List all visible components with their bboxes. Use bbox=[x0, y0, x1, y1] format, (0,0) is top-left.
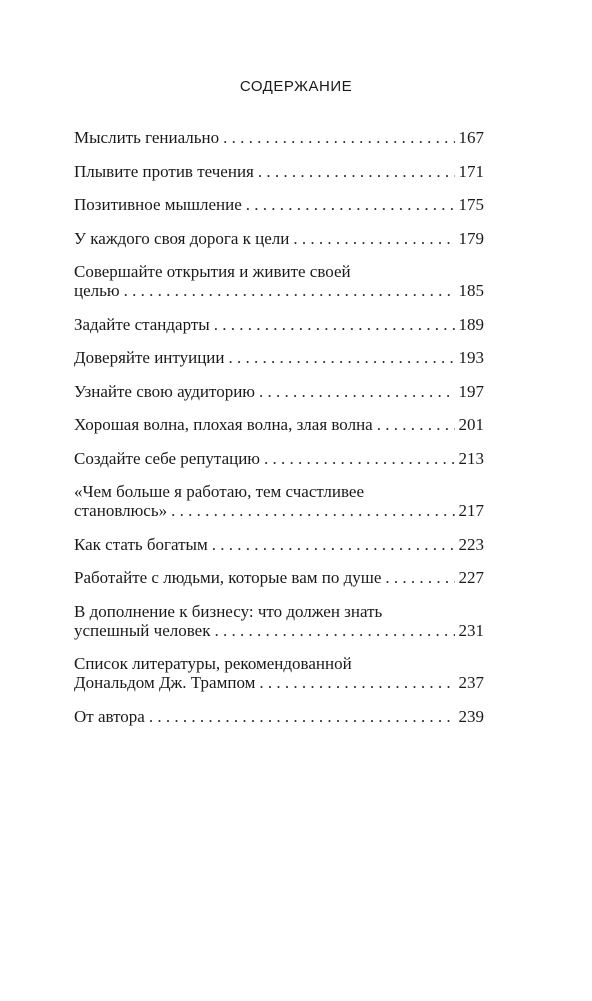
toc-entry bbox=[74, 654, 484, 692]
toc-entry bbox=[74, 262, 484, 300]
toc-entry-title: Доверяйте интуиции bbox=[74, 348, 225, 367]
toc-entry-title-line: «Чем больше я работаю, тем счастливее bbox=[74, 482, 365, 501]
toc-entry-row bbox=[74, 229, 484, 248]
toc-entry bbox=[74, 195, 484, 214]
dot-leader bbox=[385, 568, 454, 587]
dot-leader bbox=[229, 348, 455, 367]
toc-entry-page-number: 213 bbox=[458, 448, 484, 468]
toc-entry-title: Работайте с людьми, которые вам по душе bbox=[74, 568, 382, 587]
toc-entry bbox=[74, 382, 484, 401]
toc-entry-title: Позитивное мышление bbox=[74, 195, 242, 214]
toc-entry-title: У каждого своя дорога к цели bbox=[74, 228, 290, 248]
toc-entry bbox=[74, 482, 484, 520]
toc-entry bbox=[74, 449, 484, 468]
dot-leader bbox=[214, 315, 455, 334]
toc-entry-row bbox=[74, 348, 484, 367]
toc-entry-row bbox=[74, 128, 484, 147]
toc-entry-page-number: 237 bbox=[458, 673, 484, 692]
toc-entry-title: становлюсь» bbox=[74, 501, 168, 520]
dot-leader bbox=[212, 535, 455, 554]
toc-entry-page-number: 175 bbox=[458, 195, 484, 214]
toc-entry-row bbox=[74, 382, 484, 401]
toc-entry-title: Узнайте свою аудиторию bbox=[74, 381, 255, 401]
dot-leader bbox=[258, 162, 455, 181]
toc-entry-page-number: 227 bbox=[458, 568, 484, 587]
toc-entry-title-line: В дополнение к бизнесу: что должен знать bbox=[74, 601, 383, 621]
toc-entry-row bbox=[74, 501, 484, 520]
toc-entry-page-number: 193 bbox=[458, 348, 484, 367]
toc-entry-page-number: 217 bbox=[458, 501, 484, 520]
toc-entry-page-number: 197 bbox=[458, 381, 484, 401]
toc-entry-title: Создайте себе репутацию bbox=[74, 448, 261, 468]
toc-title: СОДЕРЖАНИЕ bbox=[239, 78, 353, 95]
toc-entry-row bbox=[74, 568, 484, 587]
toc-entry bbox=[74, 568, 484, 587]
toc-entry-row bbox=[74, 195, 484, 214]
toc-entry-title: успешный человек bbox=[74, 620, 211, 640]
toc-entry-page-number: 179 bbox=[458, 228, 484, 248]
toc-entry-row bbox=[74, 315, 484, 334]
dot-leader bbox=[124, 281, 455, 300]
toc-entry-title: целью bbox=[74, 281, 120, 300]
toc-list bbox=[74, 128, 484, 740]
dot-leader bbox=[259, 382, 455, 401]
dot-leader bbox=[214, 621, 454, 640]
toc-entry-page-number: 167 bbox=[458, 128, 484, 147]
toc-entry bbox=[74, 535, 484, 554]
toc-entry-row bbox=[74, 415, 484, 434]
toc-entry-title: Как стать богатым bbox=[74, 534, 208, 554]
toc-entry-page-number: 201 bbox=[458, 415, 484, 434]
toc-entry bbox=[74, 707, 484, 726]
toc-entry bbox=[74, 128, 484, 147]
toc-entry-row bbox=[74, 162, 484, 181]
toc-entry-row bbox=[74, 449, 484, 468]
toc-entry-page-number: 223 bbox=[458, 534, 484, 554]
toc-entry-row bbox=[74, 535, 484, 554]
dot-leader bbox=[246, 195, 455, 214]
toc-entry bbox=[74, 602, 484, 640]
dot-leader bbox=[149, 707, 455, 726]
dot-leader bbox=[171, 501, 454, 520]
toc-entry-page-number: 239 bbox=[458, 706, 484, 726]
toc-entry-title-line: Список литературы, рекомендованной bbox=[74, 654, 352, 673]
toc-entry bbox=[74, 348, 484, 367]
toc-entry bbox=[74, 229, 484, 248]
toc-entry-title: Дональдом Дж. Трампом bbox=[74, 673, 256, 692]
dot-leader bbox=[223, 128, 454, 147]
toc-entry-row bbox=[74, 707, 484, 726]
toc-entry-title: Мыслить гениально bbox=[74, 128, 220, 147]
toc-entry bbox=[74, 315, 484, 334]
toc-entry bbox=[74, 162, 484, 181]
toc-entry-page-number: 185 bbox=[458, 281, 484, 300]
toc-entry-page-number: 231 bbox=[458, 620, 484, 640]
toc-entry bbox=[74, 415, 484, 434]
toc-entry-title: Задайте стандарты bbox=[74, 314, 210, 334]
toc-entry-page-number: 171 bbox=[458, 161, 484, 181]
toc-entry-title: Плывите против течения bbox=[74, 161, 254, 181]
dot-leader bbox=[259, 673, 454, 692]
toc-entry-page-number: 189 bbox=[458, 314, 484, 334]
toc-entry-row bbox=[74, 281, 484, 300]
toc-entry-title: От автора bbox=[74, 706, 145, 726]
toc-entry-title-line: Совершайте открытия и живите своей bbox=[74, 262, 351, 281]
dot-leader bbox=[264, 449, 454, 468]
dot-leader bbox=[293, 229, 454, 248]
toc-entry-row bbox=[74, 621, 484, 640]
toc-entry-title: Хорошая волна, плохая волна, злая волна bbox=[74, 415, 373, 434]
dot-leader bbox=[377, 415, 455, 434]
toc-entry-row bbox=[74, 673, 484, 692]
